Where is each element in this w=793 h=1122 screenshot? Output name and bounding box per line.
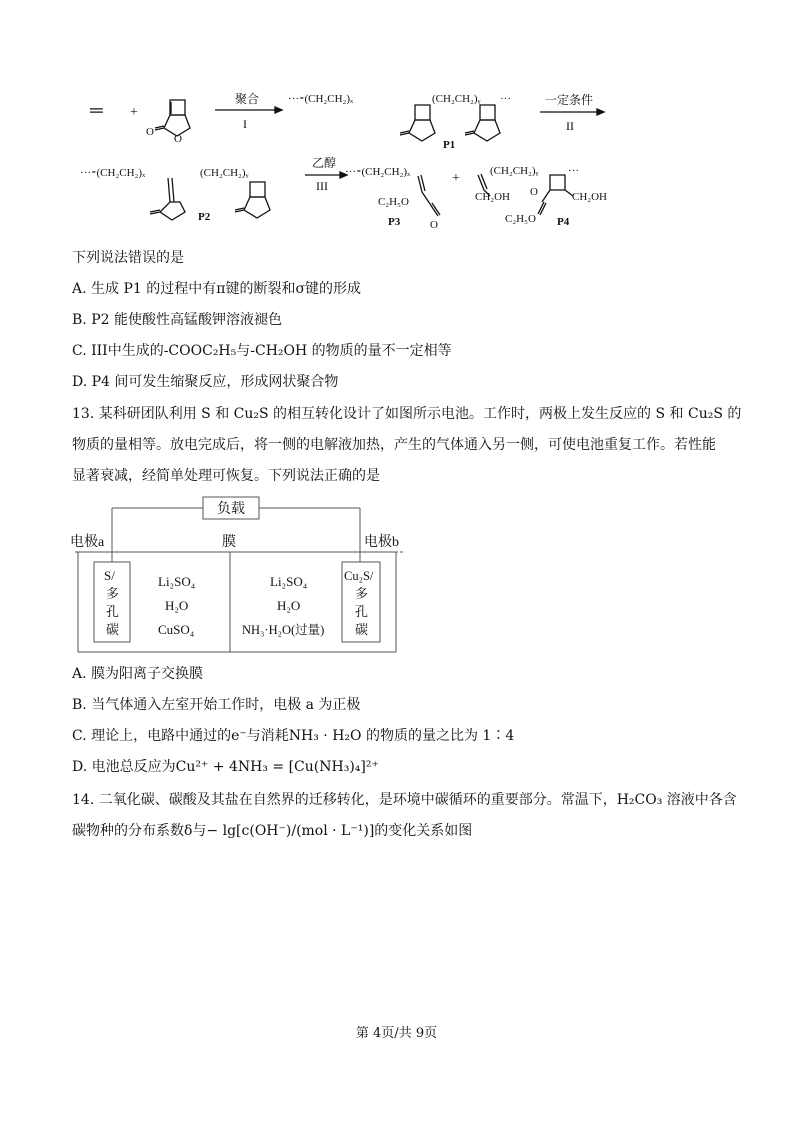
q14-stem-line-1: 14. 二氧化碳、碳酸及其盐在自然界的迁移转化，是环境中碳循环的重要部分。常温下，H₂CO₃ 溶液中各含 bbox=[72, 792, 737, 808]
p3-label: P3 bbox=[388, 216, 401, 228]
p3-repeat-x: ···⁃(CH₂CH₂)ₓ bbox=[345, 166, 411, 178]
arrow-2-condition: 一定条件 bbox=[545, 93, 594, 107]
left-electrode-text-4: 碳 bbox=[106, 622, 120, 637]
p1-repeat-x: ···⁃(CH₂CH₂)ₓ bbox=[288, 93, 354, 105]
left-solution-text-1: Li₂SO₄ bbox=[158, 574, 196, 589]
p1-repeat-y: (CH₂CH₂)ᵧ bbox=[432, 93, 481, 105]
p3-structure bbox=[418, 175, 440, 216]
p1-structure bbox=[400, 105, 500, 141]
right-electrode-text-2: 多 bbox=[355, 586, 369, 601]
q13-option-c: C. 理论上，电路中通过的e⁻与消耗NH₃ · H₂O 的物质的量之比为 1∶4 bbox=[72, 728, 515, 744]
left-electrode-text-2: 多 bbox=[106, 586, 120, 601]
p4-carbonyl-o: O bbox=[530, 186, 538, 198]
q12-option-d: D. P4 间可发生缩聚反应，形成网状聚合物 bbox=[72, 374, 339, 390]
q13-option-a: A. 膜为阳离子交换膜 bbox=[72, 666, 204, 682]
right-electrode-text-4: 碳 bbox=[355, 622, 369, 637]
q12-stem: 下列说法错误的是 bbox=[72, 250, 184, 266]
p2-label: P2 bbox=[198, 211, 211, 223]
q13-option-b: B. 当气体通入左室开始工作时，电极 a 为正极 bbox=[72, 697, 361, 713]
p4-repeat-y: (CH₂CH₂)ᵧ bbox=[490, 165, 539, 177]
page-footer: 第 4页/共 9页 bbox=[355, 1026, 438, 1041]
p4-ester: C₂H₅O bbox=[505, 213, 536, 225]
polymer-reaction-scheme bbox=[60, 80, 750, 235]
q13-stem-line-3: 显著衰减，经简单处理可恢复。下列说法正确的是 bbox=[72, 468, 380, 484]
right-electrode-text-1: Cu₂S/ bbox=[344, 569, 374, 583]
p3-carbonyl-o: O bbox=[430, 219, 438, 231]
q14-stem-line-2: 碳物种的分布系数δ与− lg[c(OH⁻)/(mol · L⁻¹)]的变化关系如图 bbox=[72, 823, 473, 839]
p3-ester: C₂H₅O bbox=[378, 196, 409, 208]
electrode-b-label: 电极b bbox=[364, 535, 399, 550]
arrow-2-step: II bbox=[566, 119, 574, 133]
p2-repeat-x: ···⁃(CH₂CH₂)ₓ bbox=[80, 167, 146, 179]
monomer-structure bbox=[155, 100, 190, 136]
arrow-1-step: I bbox=[243, 117, 247, 131]
arrow-3-step: III bbox=[316, 179, 328, 193]
q12-option-c: C. III中生成的-COOC₂H₅与-CH₂OH 的物质的量不一定相等 bbox=[72, 343, 452, 359]
p4-ch2oh-right: CH₂OH bbox=[572, 191, 608, 203]
p2-repeat-y: (CH₂CH₂)ᵧ bbox=[200, 167, 249, 179]
q13-option-d: D. 电池总反应为Cu²⁺ + 4NH₃ = [Cu(NH₃)₄]²⁺ bbox=[72, 759, 379, 775]
cell-container bbox=[78, 552, 396, 652]
right-solution-text-2: H₂O bbox=[277, 598, 301, 613]
load-label: 负载 bbox=[217, 502, 245, 517]
p4-ch2oh-left: CH₂OH bbox=[475, 191, 511, 203]
monomer-carbonyl-o: O bbox=[146, 126, 154, 138]
right-solution-text-3: NH₃·H₂O(过量) bbox=[242, 623, 325, 637]
p4-end: ··· bbox=[568, 165, 579, 177]
left-electrode-text-3: 孔 bbox=[106, 604, 120, 619]
left-solution-text-3: CuSO₄ bbox=[158, 622, 195, 637]
q12-option-b: B. P2 能使酸性高锰酸钾溶液褪色 bbox=[72, 312, 282, 328]
membrane-label: 膜 bbox=[222, 535, 236, 550]
plus-sign-2: + bbox=[452, 171, 460, 186]
monomer-o: O bbox=[174, 133, 182, 145]
left-electrode-text-1: S/ bbox=[104, 568, 115, 583]
p1-end: ··· bbox=[500, 93, 511, 105]
left-solution-text-2: H₂O bbox=[165, 598, 189, 613]
reactant-double-bond: ═ bbox=[90, 100, 103, 120]
right-solution-text-1: Li₂SO₄ bbox=[270, 574, 308, 589]
q12-option-a: A. 生成 P1 的过程中有π键的断裂和σ键的形成 bbox=[72, 281, 361, 297]
arrow-3-condition: 乙醇 bbox=[312, 156, 337, 170]
p4-label: P4 bbox=[557, 216, 570, 228]
arrow-1-condition: 聚合 bbox=[235, 92, 260, 106]
battery-diagram bbox=[70, 494, 410, 656]
plus-sign-1: + bbox=[130, 105, 138, 120]
p1-label: P1 bbox=[443, 139, 456, 151]
q13-stem-line-2: 物质的量相等。放电完成后，将一侧的电解液加热，产生的气体通入另一侧，可使电池重复工作。若性能 bbox=[72, 437, 716, 453]
electrode-a-label: 电极a bbox=[70, 535, 105, 550]
right-electrode-text-3: 孔 bbox=[355, 604, 369, 619]
q13-stem-line-1: 13. 某科研团队利用 S 和 Cu₂S 的相互转化设计了如图所示电池。工作时，两极上发生反应的 S 和 Cu₂S 的 bbox=[72, 406, 742, 422]
